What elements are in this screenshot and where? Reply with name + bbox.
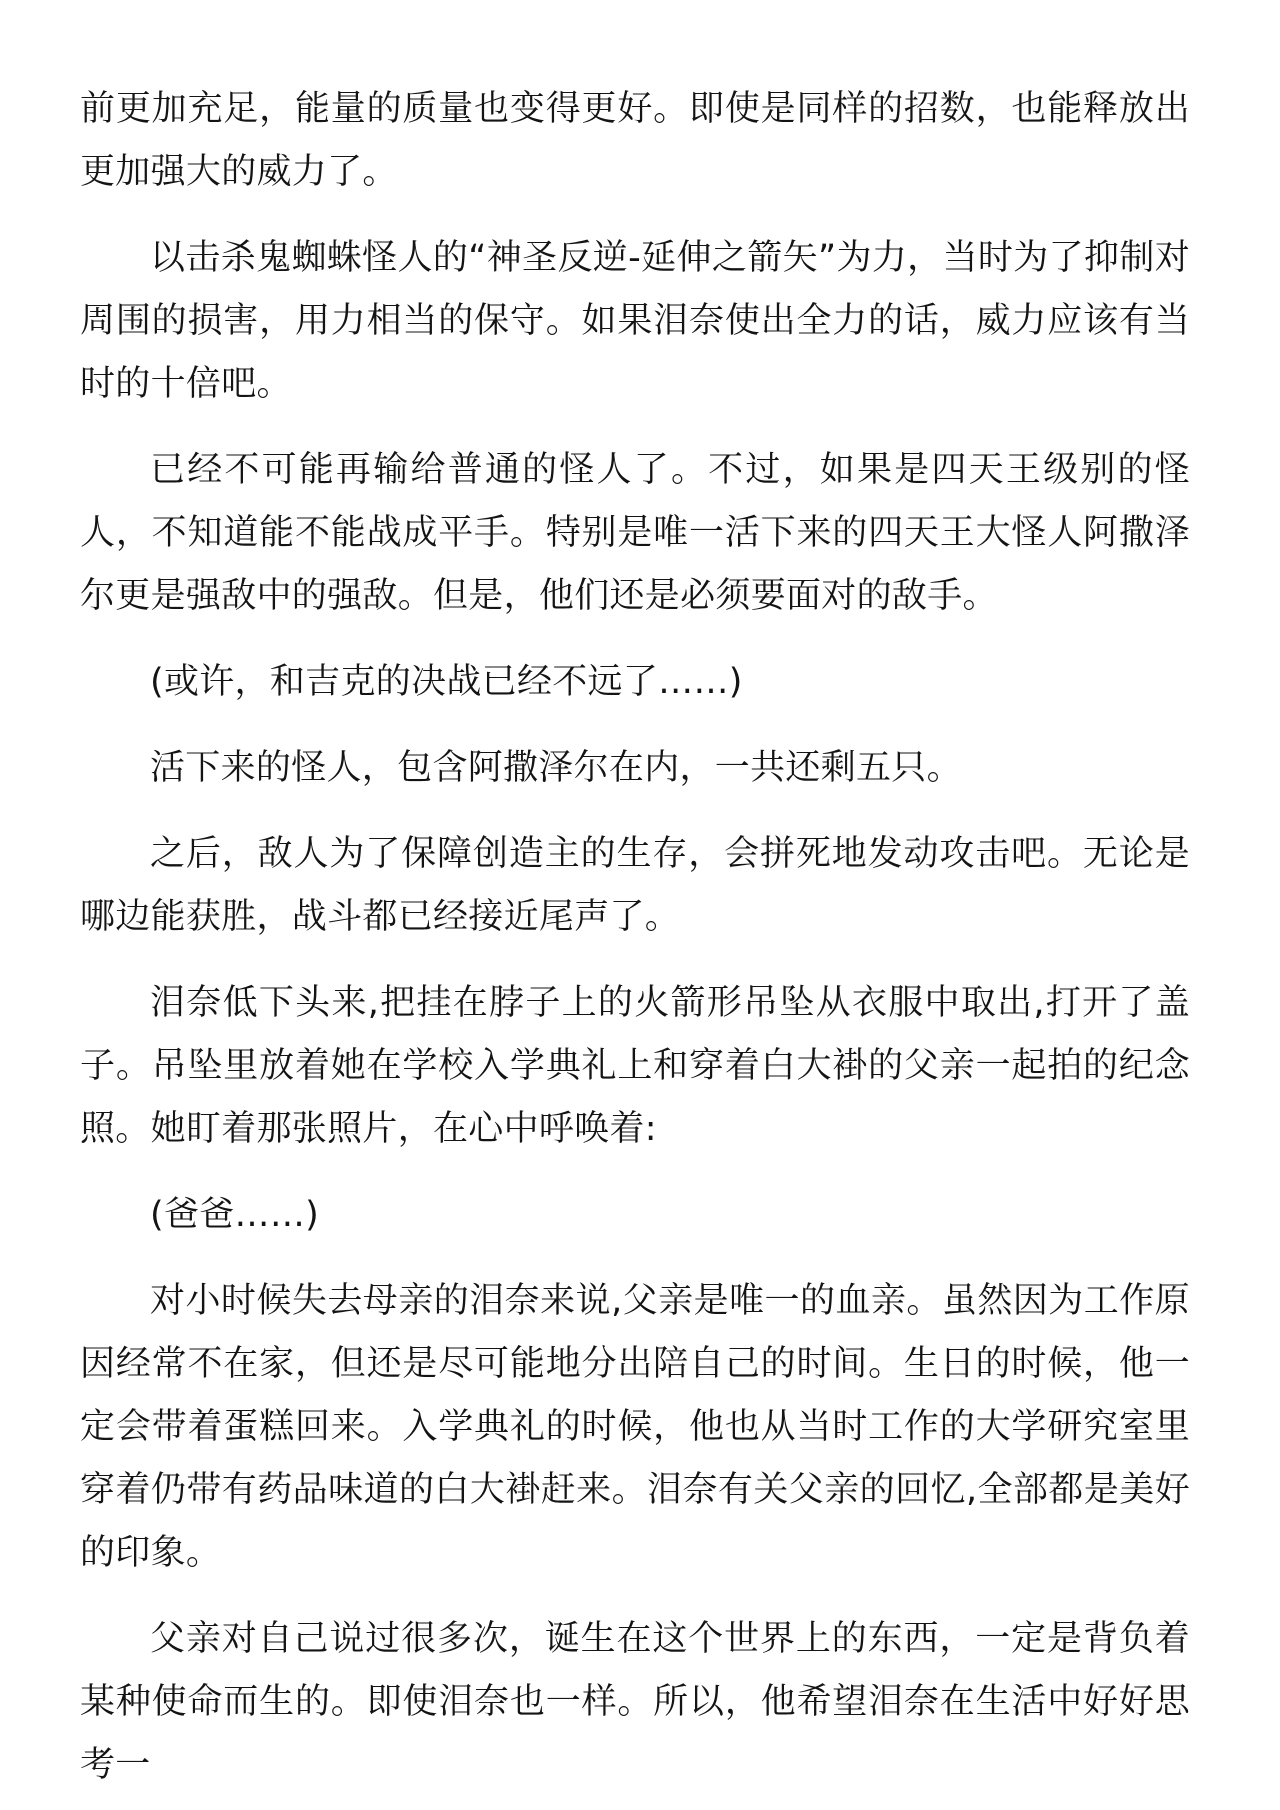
paragraph-7: 泪奈低下头来,把挂在脖子上的火箭形吊坠从衣服中取出,打开了盖子。吊坠里放着她在学校入学典礼上和穿着白大褂的父亲一起拍的纪念照。她盯着那张照片，在心中呼唤着: xyxy=(80,983,1190,1149)
paragraph-5: 活下来的怪人，包含阿撒泽尔在内，一共还剩五只。 xyxy=(150,748,962,788)
paragraph-8: (爸爸……) xyxy=(150,1195,320,1235)
document-page xyxy=(80,78,1190,1797)
paragraph-10: 父亲对自己说过很多次，诞生在这个世界上的东西，一定是背负着某种使命而生的。即使泪奈也一样。所以，他希望泪奈在生活中好好思考一 xyxy=(80,1619,1190,1785)
paragraph-4: (或许，和吉克的决战已经不远了……) xyxy=(150,662,743,702)
paragraph-3: 已经不可能再输给普通的怪人了。不过，如果是四天王级别的怪人，不知道能不能战成平手。特别是唯一活下来的四天王大怪人阿撒泽尔更是强敌中的强敌。但是，他们还是必须要面对的敌手。 xyxy=(80,450,1190,616)
paragraph-2: 以击杀鬼蜘蛛怪人的“神圣反逆-延伸之箭矢”为力，当时为了抑制对周围的损害，用力相当的保守。如果泪奈使出全力的话，威力应该有当时的十倍吧。 xyxy=(80,238,1190,404)
paragraph-1: 前更加充足，能量的质量也变得更好。即使是同样的招数，也能释放出更加强大的威力了。 xyxy=(80,89,1190,192)
paragraph-9: 对小时候失去母亲的泪奈来说,父亲是唯一的血亲。虽然因为工作原因经常不在家，但还是尽可能地分出陪自己的时间。生日的时候，他一定会带着蛋糕回来。入学典礼的时候，他也从当时工作的大学研究室里穿着仍带有药品味道的白大褂赶来。泪奈有关父亲的回忆,全部都是美好的印象。 xyxy=(80,1281,1190,1573)
paragraph-6: 之后，敌人为了保障创造主的生存，会拼死地发动攻击吧。无论是哪边能获胜，战斗都已经接近尾声了。 xyxy=(80,834,1190,937)
